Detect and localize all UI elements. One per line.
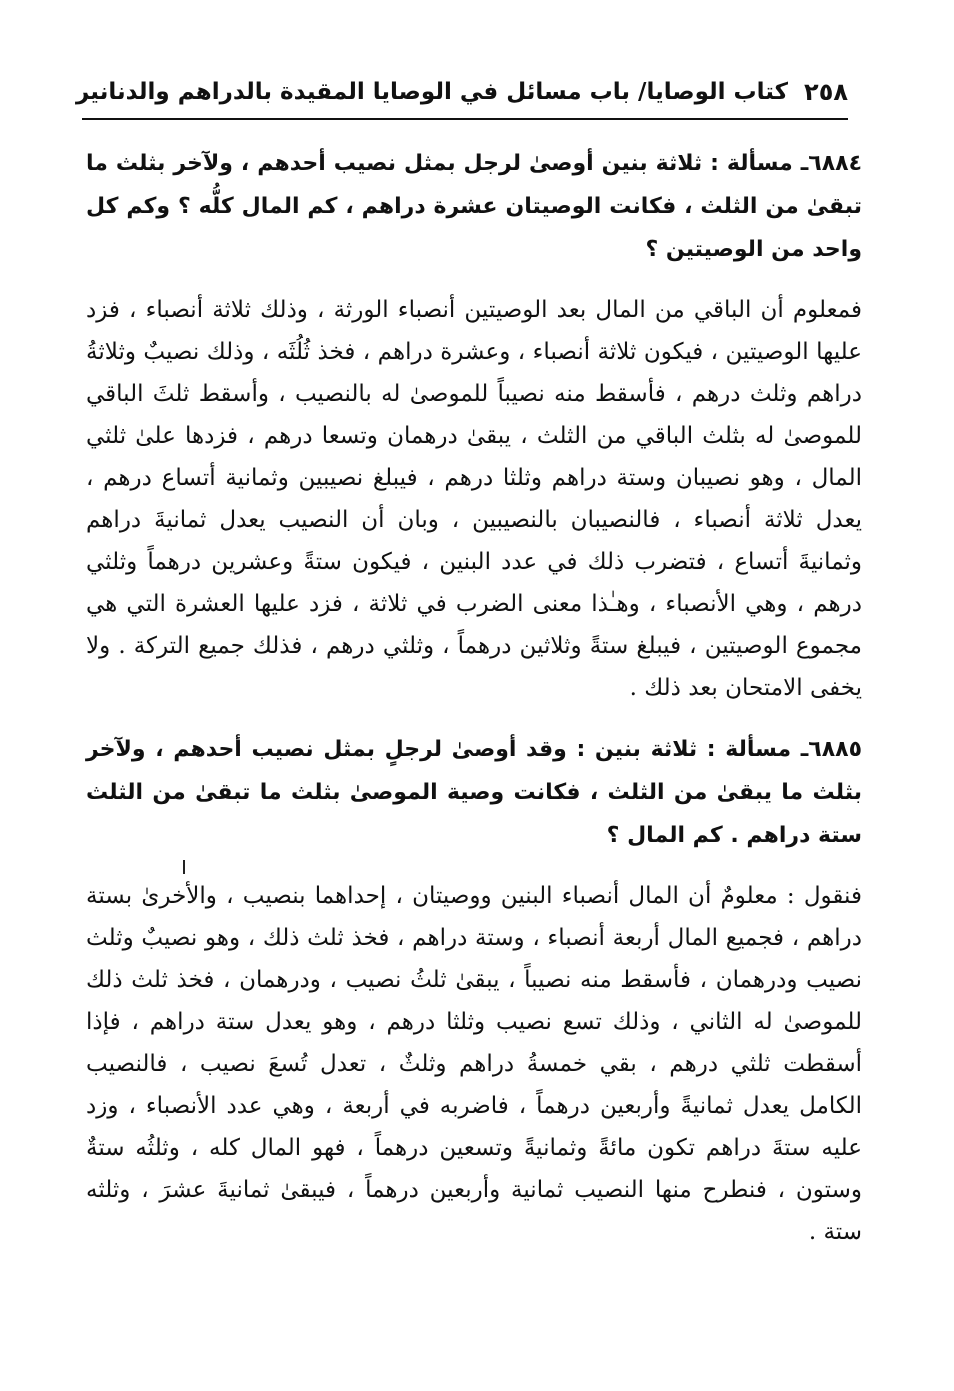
- answer-paragraph: فمعلوم أن الباقي من المال بعد الوصيتين أنصباء الورثة ، وذلك ثلاثة أنصباء ، فزد عليها الوصيتين ، فيكون ثلاثة أنصباء ، وعشرة دراهم ، فخذ ثُلُثَه ، وذلك نصيبٌ وثلاثةُ دراهم وثلث درهم ، فأسقط منه نصيباً للموصىٰ له بالنصيب ، وأسقط ثلثَ الباقي للموصىٰ له بثلث الباقي من الثلث ، يبقىٰ درهمان وتسعا درهم ، فزدها علىٰ ثلثي المال ، وهو نصيبان وستة دراهم وثلثا درهم ، فيبلغ نصيبين وثمانية أتساع درهم ، يعدل ثلاثة أنصباء ، فالنصيبان بالنصيبين ، وبان أن النصيب يعدل ثمانيةَ دراهم وثمانيةَ أتساع ، فتضرب ذلك في عدد البنين ، فيكون ستةً وعشرين درهماً وثلثي درهم ، وهي الأنصباء ، وهـٰذا معنى الضرب في ثلاثة ، فزد عليها العشرة التي هي مجموع الوصيتين ، فيبلغ ستةً وثلاثين درهماً ، وثلثي درهم ، فذلك جميع التركة . ولا يخفى الامتحان بعد ذلك .: [86, 297, 862, 701]
- running-title: كتاب الوصايا/ باب مسائل في الوصايا المقيدة بالدراهم والدنانير: [76, 79, 789, 105]
- question-paragraph: ٦٨٨٤ـ مسألة : ثلاثة بنين أوصىٰ لرجل بمثل نصيب أحدهم ، ولآخر بثلث ما تبقىٰ من الثلث ، فكانت الوصيتان عشرة دراهم ، كم المال كلُّه ؟ وكم كل واحد من الوصيتين ؟: [86, 151, 862, 262]
- answer-paragraph: فنقول : معلومٌ أن المال أنصباء البنين ووصيتان ، إحداهما بنصيب ، والأخرىٰ بستة دراهم ، فجميع المال أربعة أنصباء ، وستة دراهم ، فخذ ثلث ذلك ، وهو نصيبٌ وثلث نصيب ودرهمان ، فأسقط منه نصيباً ، يبقىٰ ثلثُ نصيب ، ودرهمان ، فخذ ثلث ذلك للموصىٰ له الثاني ، وذلك تسع نصيب وثلثا درهم ، وهو يعدل ستة دراهم ، فإذا أسقطت ثلثي درهم ، بقي خمسةُ دراهم وثلثٌ ، تعدل تُسعَ نصيب ، فالنصيب الكامل يعدل ثمانيةً وأربعين درهماً ، فاضربه في أربعة ، وهي عدد الأنصباء ، وزد عليه ستةَ دراهم تكون مائةً وثمانيةً وتسعين درهماً ، فهو المال كله ، وثلثُه ستةٌ وستون ، فنطرح منها النصيب ثمانية وأربعين درهماً ، فيبقىٰ ثمانيةَ عشرَ ، وثلثه ستة .: [86, 883, 863, 1245]
- print-mark: [183, 860, 185, 874]
- page-content: [86, 142, 862, 1253]
- page-number: ٢٥٨: [804, 78, 848, 106]
- question-paragraph: ٦٨٨٥ـ مسألة : ثلاثة بنين : وقد أوصىٰ لرجلٍ بمثل نصيب أحدهم ، ولآخر بثلث ما يبقىٰ من الثلث ، فكانت وصية الموصىٰ بثلث ما تبقىٰ من الثلث ستة دراهم . كم المال ؟: [86, 737, 862, 848]
- page-header: [76, 78, 848, 120]
